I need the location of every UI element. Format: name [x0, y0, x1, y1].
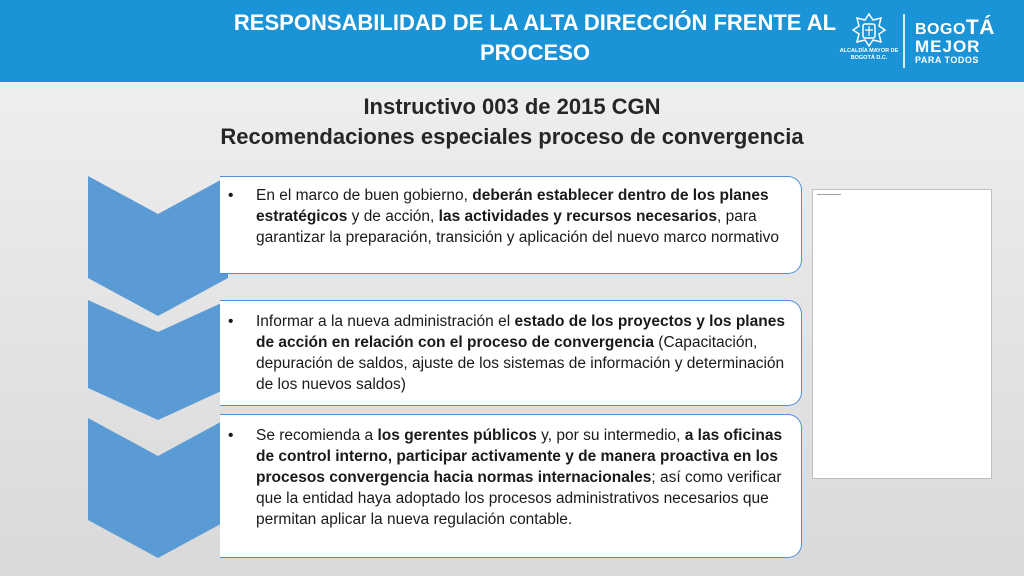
bold-text-segment: deberán establecer dentro de los planes estratégicos	[256, 187, 769, 225]
seal-caption: ALCALDÍA MAYOR DE BOGOTÁ D.C.	[839, 48, 899, 61]
bogota-mejor-logo: BOGOTÁ MEJOR PARA TODOS	[915, 16, 995, 65]
bold-text-segment: estado de los proyectos y los planes de acción en relación con el proceso de convergencia	[256, 313, 785, 351]
text-segment: y de acción,	[347, 208, 439, 225]
brand-divider	[903, 14, 905, 68]
bullet-icon: •	[228, 187, 234, 204]
recommendation-box-3	[220, 414, 802, 558]
thumbnail-lines: ▬▬▬▬▬▬▬▬	[817, 192, 841, 196]
bold-text-segment: a las oficinas de control interno, participar activamente y de manera proactiva en los procesos convergencia hacia normas internacionales	[256, 427, 783, 486]
text-segment: (Capacitación, depuración de saldos, ajuste de los sistemas de información y determinación de los nuevos saldos)	[256, 334, 785, 393]
recommendation-text-1	[256, 185, 793, 248]
subtitle-line-1: Instructivo 003 de 2015 CGN	[363, 94, 661, 119]
text-segment: , para garantizar la preparación, transición y aplicación del nuevo marco normativo	[256, 208, 779, 246]
chevron-arrow-1	[88, 176, 228, 316]
document-thumbnail	[812, 189, 992, 479]
recommendation-box-1	[220, 176, 802, 274]
chevron-arrow-2	[88, 300, 228, 420]
text-segment: En el marco de buen gobierno,	[256, 187, 473, 204]
bold-text-segment: las actividades y recursos necesarios	[438, 208, 717, 225]
subtitle-line-2: Recomendaciones especiales proceso de convergencia	[220, 124, 804, 149]
recommendation-text-3	[256, 425, 793, 530]
bullet-icon: •	[228, 313, 234, 330]
bold-text-segment: los gerentes públicos	[377, 427, 537, 444]
recommendation-box-2	[220, 300, 802, 406]
text-segment: ; así como verificar que la entidad haya adoptado los procesos administrativos necesarios que permitan aplicar la nueva regulación contable.	[256, 469, 782, 528]
bullet-icon: •	[228, 427, 234, 444]
slide-title: RESPONSABILIDAD DE LA ALTA DIRECCIÓN FRENTE AL PROCESO	[233, 10, 837, 65]
text-segment: y, por su intermedio,	[536, 427, 685, 444]
header-bar	[0, 0, 1024, 82]
text-segment: Informar a la nueva administración el	[256, 313, 515, 330]
text-segment: Se recomienda a	[256, 427, 378, 444]
chevron-arrow-3	[88, 418, 228, 558]
recommendation-text-2	[256, 311, 793, 395]
subtitle	[0, 92, 1024, 152]
